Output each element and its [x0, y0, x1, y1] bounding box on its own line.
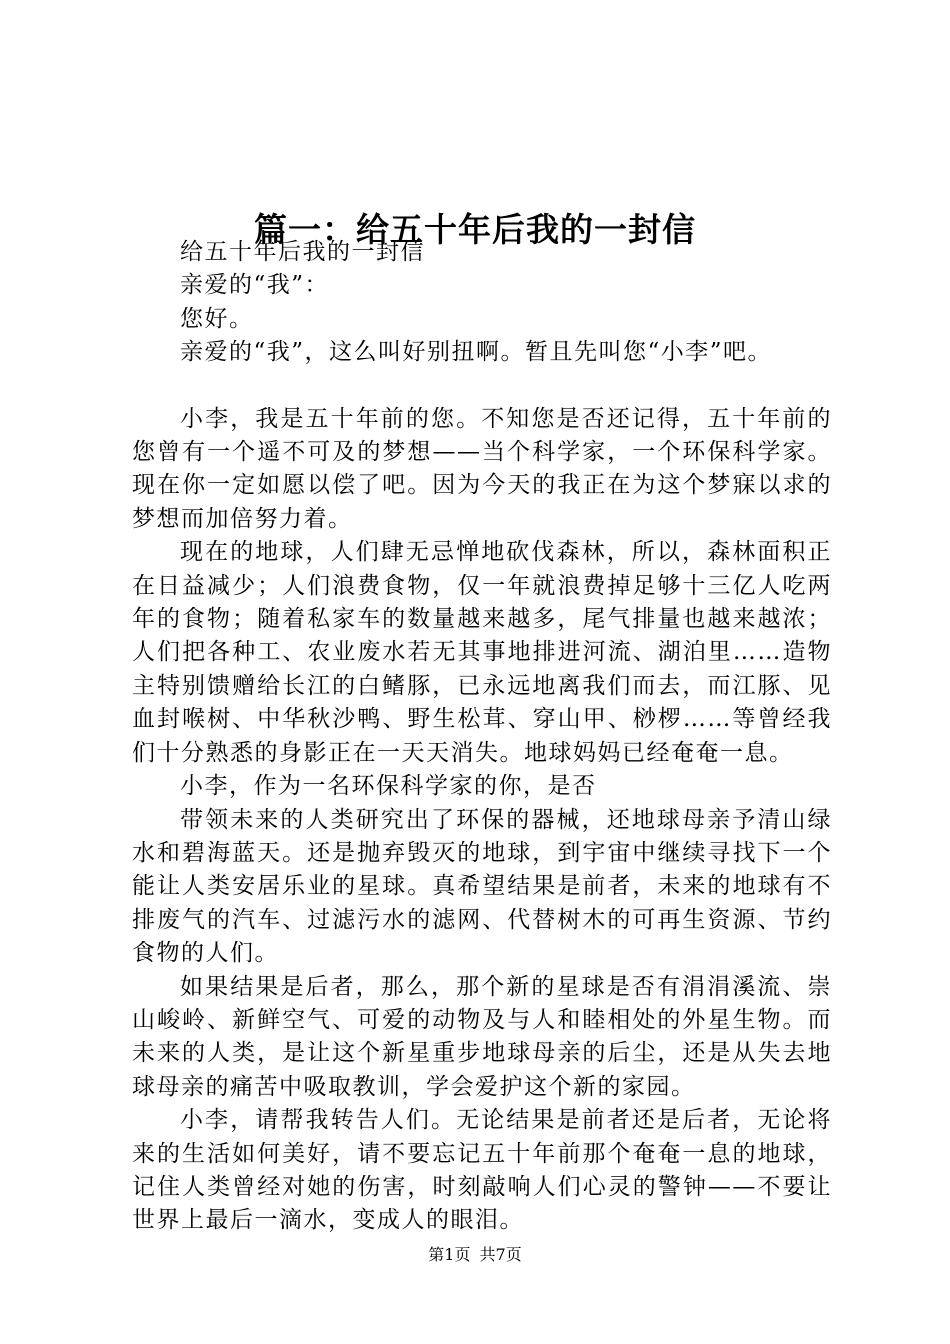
paragraph-question: 小李，作为一名环保科学家的你，是否 [180, 773, 597, 800]
page-title: 篇一：给五十年后我的一封信 [254, 210, 696, 250]
paragraph-intro: 亲爱的“我”，这么叫好别扭啊。暂且先叫您“小李”吧。 [180, 339, 773, 366]
paragraph-greeting: 您好。 [180, 305, 254, 332]
paragraph-salutation: 亲爱的“我”： [180, 272, 330, 299]
paragraph-earth-now: 现在的地球，人们肆无忌惮地砍伐森林，所以，森林面积正在日益减少；人们浪费食物，仅一年就浪费掉足够十三亿人吃两年的食物；随着私家车的数量越来越多，尾气排量也越来越浓；人们把各种工、农业废水若无其事地排进河流、湖泊里……造物主特别馈赠给长江的白鳍豚，已永远地离我们而去，而江豚、见血封喉树、中华秋沙鸭、野生松茸、穿山甲、桫椤……等曾经我们十分熟悉的身影正在一天天消失。地球妈妈已经奄奄一息。 [132, 539, 832, 766]
page-footer [0, 1243, 950, 1267]
paragraph-future-a: 带领未来的人类研究出了环保的器械，还地球母亲予清山绿水和碧海蓝天。还是抛弃毁灭的地球，到宇宙中继续寻找下一个能让人类安居乐业的星球。真希望结果是前者，未来的地球有不排废气的汽车、过滤污水的滤网、代替树木的可再生资源、节约食物的人们。 [132, 806, 832, 967]
paragraph-closing: 小李，请帮我转告人们。无论结果是前者还是后者，无论将来的生活如何美好，请不要忘记五十年前那个奄奄一息的地球，记住人类曾经对她的伤害，时刻敲响人们心灵的警钟——不要让世界上最后一滴水，变成人的眼泪。 [132, 1107, 832, 1234]
page-number: 第1页 [428, 1245, 471, 1264]
letter-body [132, 236, 832, 1238]
paragraph-future-b: 如果结果是后者，那么，那个新的星球是否有涓涓溪流、崇山峻岭、新鲜空气、可爱的动物及与人和睦相处的外星生物。而未来的人类，是让这个新星重步地球母亲的后尘，还是从失去地球母亲的痛苦中吸取教训，学会爱护这个新的家园。 [132, 973, 832, 1100]
paragraph-dream: 小李，我是五十年前的您。不知您是否还记得，五十年前的您曾有一个遥不可及的梦想——当个科学家，一个环保科学家。现在你一定如愿以偿了吧。因为今天的我正在为这个梦寐以求的梦想而加倍努力着。 [132, 405, 832, 532]
page-total: 共7页 [479, 1245, 522, 1264]
paragraph-subtitle: 给五十年后我的一封信 [180, 239, 425, 265]
